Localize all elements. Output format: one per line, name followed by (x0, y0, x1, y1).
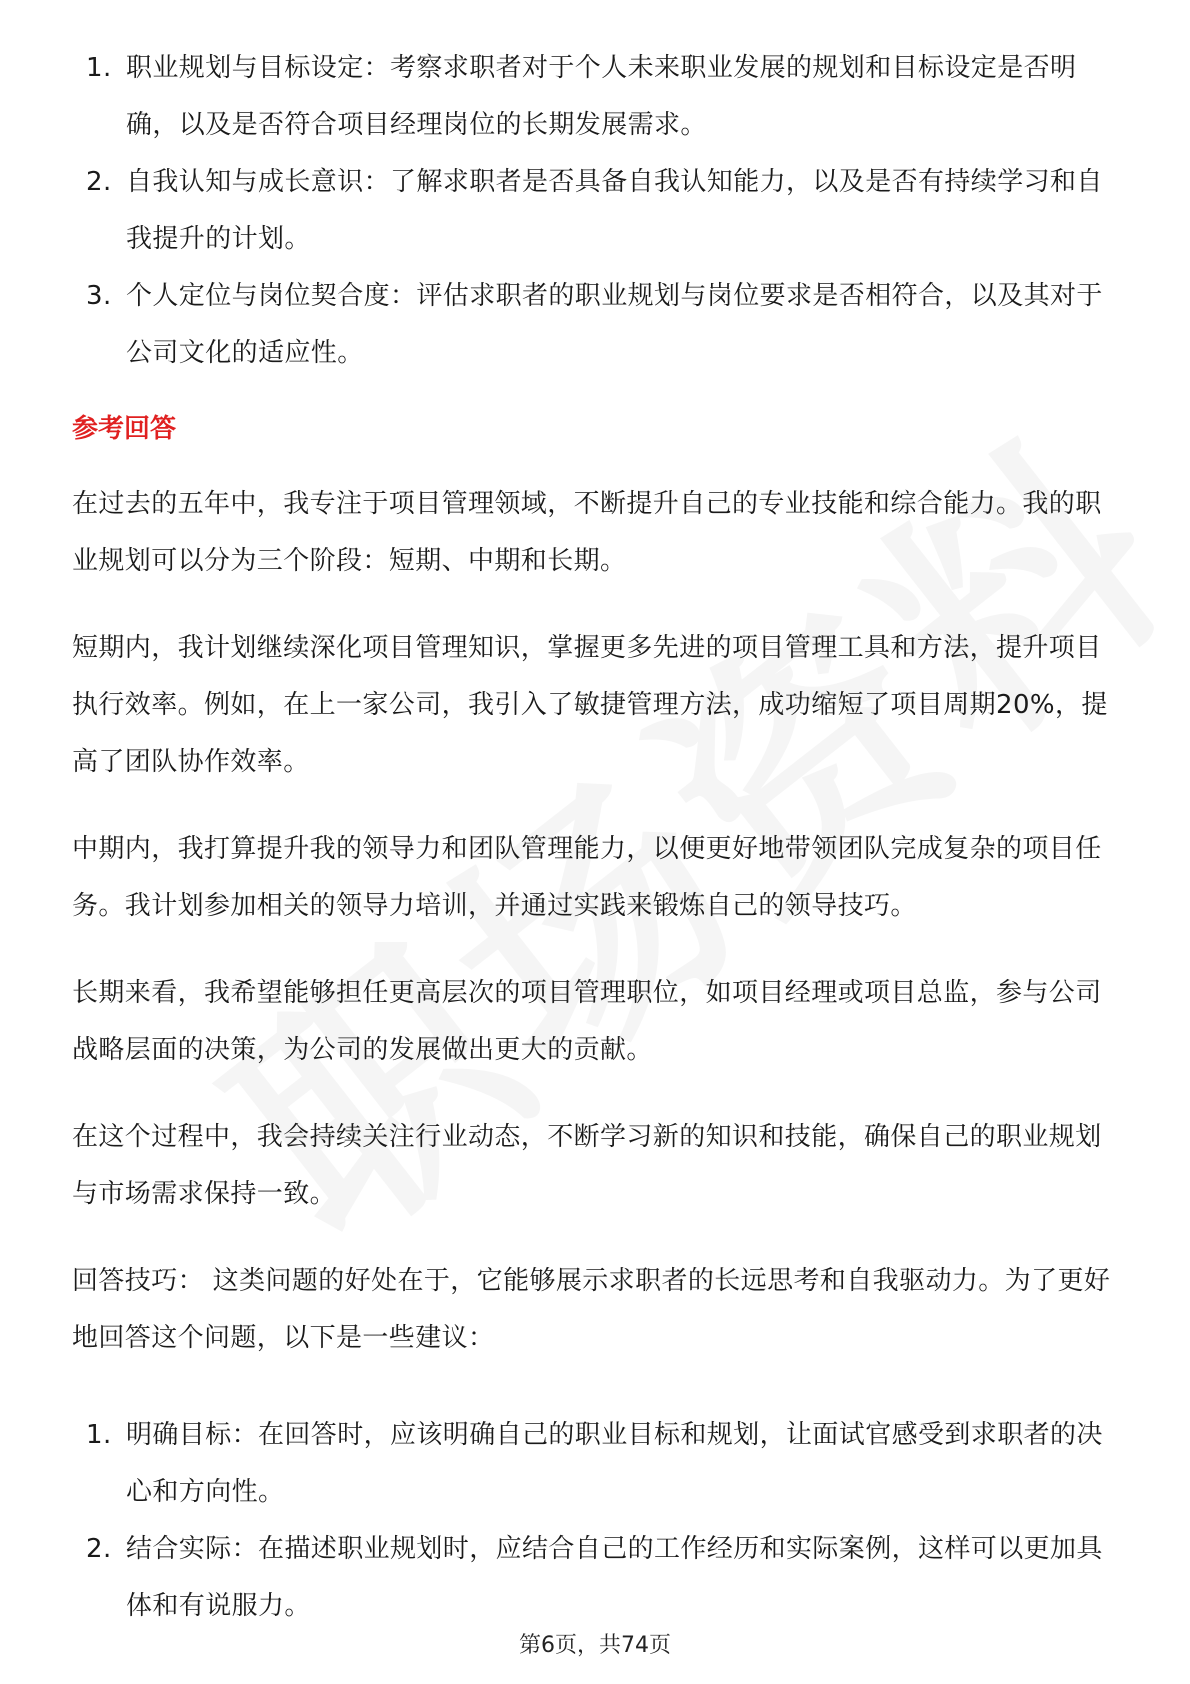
criteria-item (72, 40, 1122, 154)
criteria-item (72, 268, 1122, 382)
answer-paragraph: 中期内，我打算提升我的领导力和团队管理能力，以便更好地带领团队完成复杂的项目任务。我计划参加相关的领导力培训，并通过实践来锻炼自己的领导技巧。 (72, 834, 1102, 921)
list-number: 1. (86, 1420, 112, 1450)
tip-text: 明确目标：在回答时，应该明确自己的职业目标和规划，让面试官感受到求职者的决心和方向性。 (126, 1420, 1103, 1507)
list-number: 2. (86, 167, 112, 197)
tip-text: 结合实际：在描述职业规划时，应结合自己的工作经历和实际案例，这样可以更加具体和有说服力。 (126, 1534, 1103, 1621)
list-number: 3. (86, 281, 112, 311)
list-number: 1. (86, 53, 112, 83)
answer-paragraph: 长期来看，我希望能够担任更高层次的项目管理职位，如项目经理或项目总监，参与公司战略层面的决策，为公司的发展做出更大的贡献。 (72, 978, 1102, 1065)
page-footer: 第6页，共74页 (519, 1633, 671, 1658)
criteria-item (72, 154, 1122, 268)
tip-item (72, 1407, 1122, 1521)
answer-paragraph: 在过去的五年中，我专注于项目管理领域，不断提升自己的专业技能和综合能力。我的职业规划可以分为三个阶段：短期、中期和长期。 (72, 489, 1102, 576)
criteria-text: 自我认知与成长意识：了解求职者是否具备自我认知能力，以及是否有持续学习和自我提升的计划。 (126, 167, 1103, 254)
criteria-text: 个人定位与岗位契合度：评估求职者的职业规划与岗位要求是否相符合，以及其对于公司文化的适应性。 (126, 281, 1103, 368)
criteria-list (72, 40, 1122, 382)
list-number: 2. (86, 1534, 112, 1564)
page-content (72, 40, 1122, 1635)
answer-paragraph: 在这个过程中，我会持续关注行业动态，不断学习新的知识和技能，确保自己的职业规划与市场需求保持一致。 (72, 1122, 1102, 1209)
criteria-text: 职业规划与目标设定：考察求职者对于个人未来职业发展的规划和目标设定是否明确，以及是否符合项目经理岗位的长期发展需求。 (126, 53, 1077, 140)
tips-list (72, 1407, 1122, 1635)
tip-item (72, 1521, 1122, 1635)
answer-heading: 参考回答 (72, 414, 177, 444)
answer-paragraph: 短期内，我计划继续深化项目管理知识，掌握更多先进的项目管理工具和方法，提升项目执行效率。例如，在上一家公司，我引入了敏捷管理方法，成功缩短了项目周期20%，提高了团队协作效率。 (72, 633, 1108, 777)
tips-intro-paragraph: 回答技巧： 这类问题的好处在于，它能够展示求职者的长远思考和自我驱动力。为了更好地回答这个问题，以下是一些建议： (72, 1266, 1111, 1353)
